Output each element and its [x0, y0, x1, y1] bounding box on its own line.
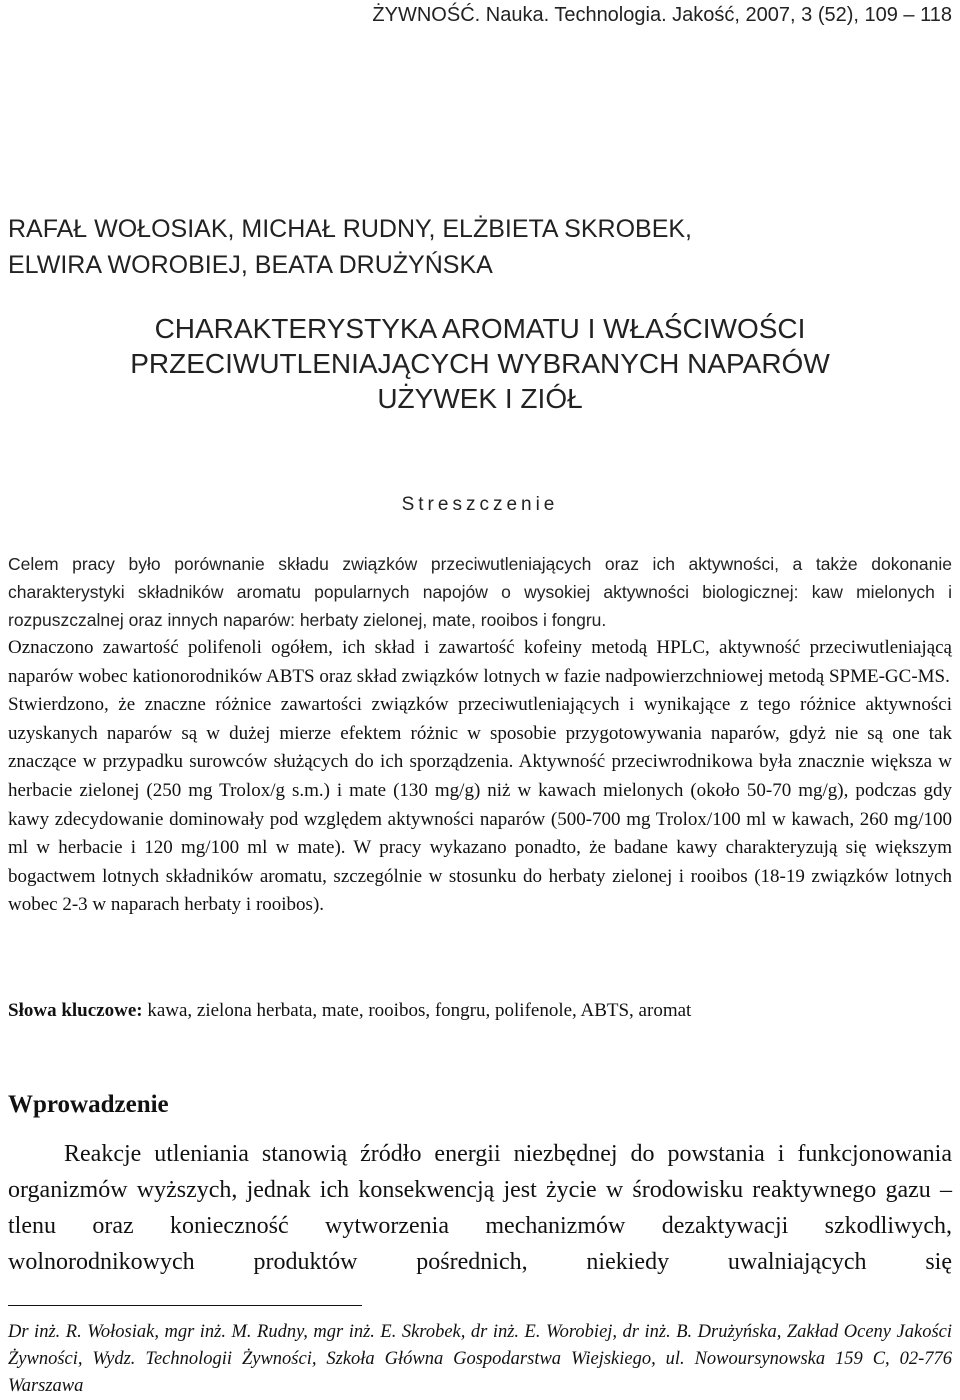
abstract-heading: Streszczenie — [401, 494, 559, 515]
keywords-text: kawa, zielona herbata, mate, rooibos, fongru, polifenole, ABTS, aromat — [142, 1000, 692, 1021]
abstract-paragraph: Oznaczono zawartość polifenoli ogółem, ich skład i zawartość kofeiny metodą HPLC, aktywność przeciwutleniającą naparów wobec kationorodników ABTS oraz skład związków lotnych w fazie nadpowierzchniowej metodą SPME-GC-MS. — [8, 637, 952, 687]
author-affiliation-footnote: Dr inż. R. Wołosiak, mgr inż. M. Rudny, mgr inż. E. Skrobek, dr inż. E. Worobiej, dr inż. B. Drużyńska, Zakład Oceny Jakości Żywności, Wydz. Technologii Żywności, Szkoła Główna Gospodarstwa Wiejskiego, ul. Nowoursynowska 159 C, 02-776 Warszawa — [8, 1322, 952, 1396]
section-heading: Wprowadzenie — [8, 1091, 169, 1118]
keywords-label: Słowa kluczowe: — [8, 1000, 143, 1021]
title-line: CHARAKTERYSTYKA AROMATU I WŁAŚCIWOŚCI — [154, 313, 806, 344]
title-line: PRZECIWUTLENIAJĄCYCH WYBRANYCH NAPARÓW — [130, 348, 830, 379]
abstract — [8, 550, 952, 920]
author-line: RAFAŁ WOŁOSIAK, MICHAŁ RUDNY, ELŻBIETA SKROBEK, — [8, 215, 692, 243]
article-title — [0, 311, 960, 416]
title-line: UŻYWEK I ZIÓŁ — [377, 383, 583, 414]
running-header: ŻYWNOŚĆ. Nauka. Technologia. Jakość, 2007, 3 (52), 109 – 118 — [372, 4, 952, 26]
author-line: ELWIRA WOROBIEJ, BEATA DRUŻYŃSKA — [8, 251, 493, 279]
footnote-divider — [8, 1305, 362, 1306]
abstract-paragraph: Stwierdzono, że znaczne różnice zawartości związków przeciwutleniających i wynikające z tego różnice aktywności uzyskanych naparów są w dużej mierze efektem różnic w sposobie przygotowywania naparów, gdyż nie są one tak znaczące w przypadku surowców służących do ich sporządzenia. Aktywność przeciwrodnikowa była znacznie większa w herbacie zielonej (250 mg Trolox/g s.m.) i mate (130 mg/g) niż w kawach mielonych (około 50-70 mg/g), podczas gdy kawy zdecydowanie dominowały pod względem aktywności naparów (500-700 mg Trolox/100 ml w kawach, 260 mg/100 ml w herbacie i 120 mg/100 ml w mate). W pracy wykazano ponadto, że badane kawy charakteryzują się większym bogactwem lotnych składników aromatu, szczególnie w stosunku do herbaty zielonej i rooibos (18-19 związków lotnych wobec 2-3 w naparach herbaty i rooibos). — [8, 694, 952, 916]
author-list — [8, 211, 952, 283]
intro-paragraph: Reakcje utleniania stanowią źródło energii niezbędnej do powstania i funkcjonowania organizmów wyższych, jednak ich konsekwencją jest życie w środowisku reaktywnego gazu – tlenu oraz konieczność wytworzenia mechanizmów dezaktywacji szkodliwych, wolnorodnikowych produktów pośrednich, niekiedy uwalniających się — [8, 1141, 952, 1275]
abstract-paragraph: Celem pracy było porównanie składu związków przeciwutleniających oraz ich aktywności, a także dokonanie charakterystyki składników aromatu popularnych napojów o wysokiej aktywności biologicznej: kaw mielonych i rozpuszczalnej oraz innych naparów: herbaty zielonej, mate, rooibos i fongru. — [8, 554, 952, 630]
keywords — [8, 997, 952, 1025]
